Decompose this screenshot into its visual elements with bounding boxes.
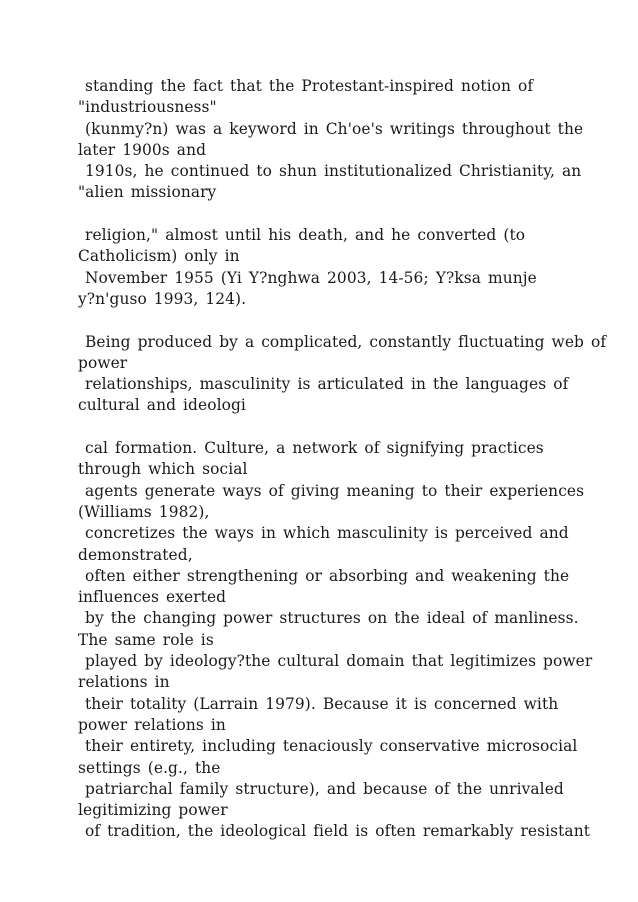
paragraph-gap <box>78 310 578 331</box>
text-line: "industriousness" <box>78 98 217 117</box>
text-line: often either strengthening or absorbing and weakening the <box>78 566 570 585</box>
text-line: through which social <box>78 460 248 479</box>
text-line: power relations in <box>78 715 226 734</box>
text-line: The same role is <box>78 630 214 649</box>
text-line: relationships, masculinity is articulated in the languages of <box>78 375 569 394</box>
text-line: influences exerted <box>78 588 227 607</box>
text-line: y?n'guso 1993, 124). <box>78 289 247 308</box>
text-line: settings (e.g., the <box>78 758 221 777</box>
text-line: 1910s, he continued to shun institutionalized Christianity, an <box>78 162 582 181</box>
text-line: cal formation. Culture, a network of signifying practices <box>78 439 544 458</box>
text-line: of tradition, the ideological field is often remarkably resistant <box>78 822 590 841</box>
text-line: by the changing power structures on the ideal of manliness. <box>78 609 579 628</box>
text-line: Being produced by a complicated, constantly fluctuating web of <box>78 332 607 351</box>
text-line: played by ideology?the cultural domain that legitimizes power <box>78 652 593 671</box>
text-line: later 1900s and <box>78 140 207 159</box>
text-line: "alien missionary <box>78 183 217 202</box>
text-line: agents generate ways of giving meaning to their experiences <box>78 481 585 500</box>
text-line: Catholicism) only in <box>78 247 240 266</box>
text-line: demonstrated, <box>78 545 193 564</box>
body-text <box>78 76 607 843</box>
text-line: relations in <box>78 673 170 692</box>
text-line: (kunmy?n) was a keyword in Ch'oe's writings throughout the <box>78 119 584 138</box>
text-line: their entirety, including tenaciously conservative microsocial <box>78 737 578 756</box>
text-line: power <box>78 353 128 372</box>
paragraph-gap <box>78 417 578 438</box>
text-line: legitimizing power <box>78 801 228 820</box>
text-line: patriarchal family structure), and because of the unrivaled <box>78 779 564 798</box>
paragraph-gap <box>78 204 578 225</box>
text-line: November 1955 (Yi Y?nghwa 2003, 14-56; Y?ksa munje <box>78 268 537 287</box>
text-line: their totality (Larrain 1979). Because it is concerned with <box>78 694 559 713</box>
text-line: standing the fact that the Protestant-inspired notion of <box>78 77 534 95</box>
text-line: religion," almost until his death, and he converted (to <box>78 226 526 245</box>
text-line: cultural and ideologi <box>78 396 246 415</box>
text-line: (Williams 1982), <box>78 502 210 521</box>
text-line: concretizes the ways in which masculinity is perceived and <box>78 524 569 543</box>
